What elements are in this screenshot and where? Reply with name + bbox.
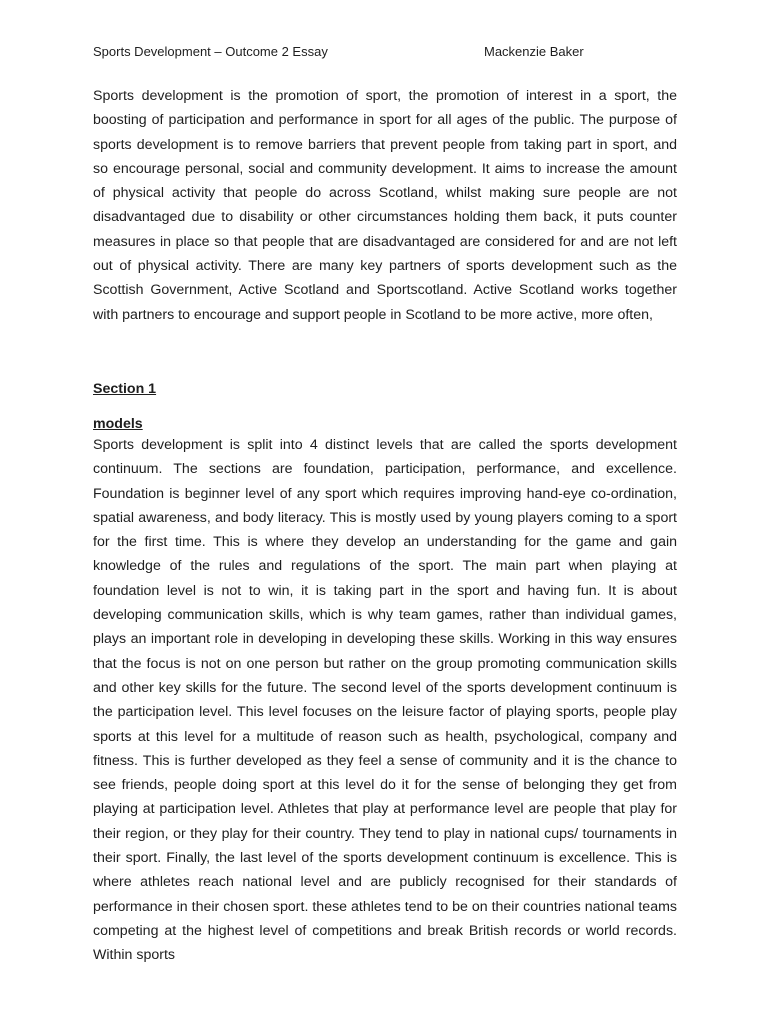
header-essay-title: Sports Development – Outcome 2 Essay — [93, 44, 328, 59]
header-author-name: Mackenzie Baker — [484, 44, 584, 59]
page-header — [93, 43, 678, 63]
section-heading: Section 1 — [93, 381, 157, 397]
models-paragraph: Sports development is split into 4 distinct levels that are called the sports development continuum. The sections are foundation, participation, performance, and excellence. Foundation is beginner level of any sport which requires improving hand-eye co-ordination, spatial awareness, and body literacy. This is mostly used by young players coming to a sport for the first time. This is where they develop an understanding for the game and gain knowledge of the rules and regulations of the sport. The main part when playing at foundation level is not to win, it is taking part in the sport and having fun. It is about developing communication skills, which is why team games, rather than individual games, plays an important role in developing in developing these skills. Working in this way ensures that the focus is not on one person but rather on the group promoting communication skills and other key skills for the future. The second level of the sports development continuum is the participation level. This level focuses on the leisure factor of playing sports, people play sports at this level for a multitude of reason such as health, psychological, company and fitness. This is further developed as they feel a sense of community and it is the chance to see friends, people doing sport at this level do it for the sense of belonging they get from playing at participation level. Athletes that play at performance level are people that play for their region, or they play for their country. They tend to play in national cups/ tournaments in their sport. Finally, the last level of the sports development continuum is excellence. This is where athletes reach national level and are publicly recognised for their standards of performance in their chosen sport. these athletes tend to be on their countries national teams competing at the highest level of competitions and break British records or world records. Within sports — [93, 437, 677, 964]
section-subheading: models — [93, 416, 143, 432]
intro-paragraph: Sports development is the promotion of sport, the promotion of interest in a sport, the boosting of participation and performance in sport for all ages of the public. The purpose of sports development is to remove barriers that prevent people from taking part in sport, and so encourage personal, social and community development. It aims to increase the amount of physical activity that people do across Scotland, whilst making sure people are not disadvantaged due to disability or other circumstances holding them back, it puts counter measures in place so that people that are disadvantaged are considered for and are not left out of physical activity. There are many key partners of sports development such as the Scottish Government, Active Scotland and Sportscotland. Active Scotland works together with partners to encourage and support people in Scotland to be more active, more often, — [93, 88, 677, 323]
